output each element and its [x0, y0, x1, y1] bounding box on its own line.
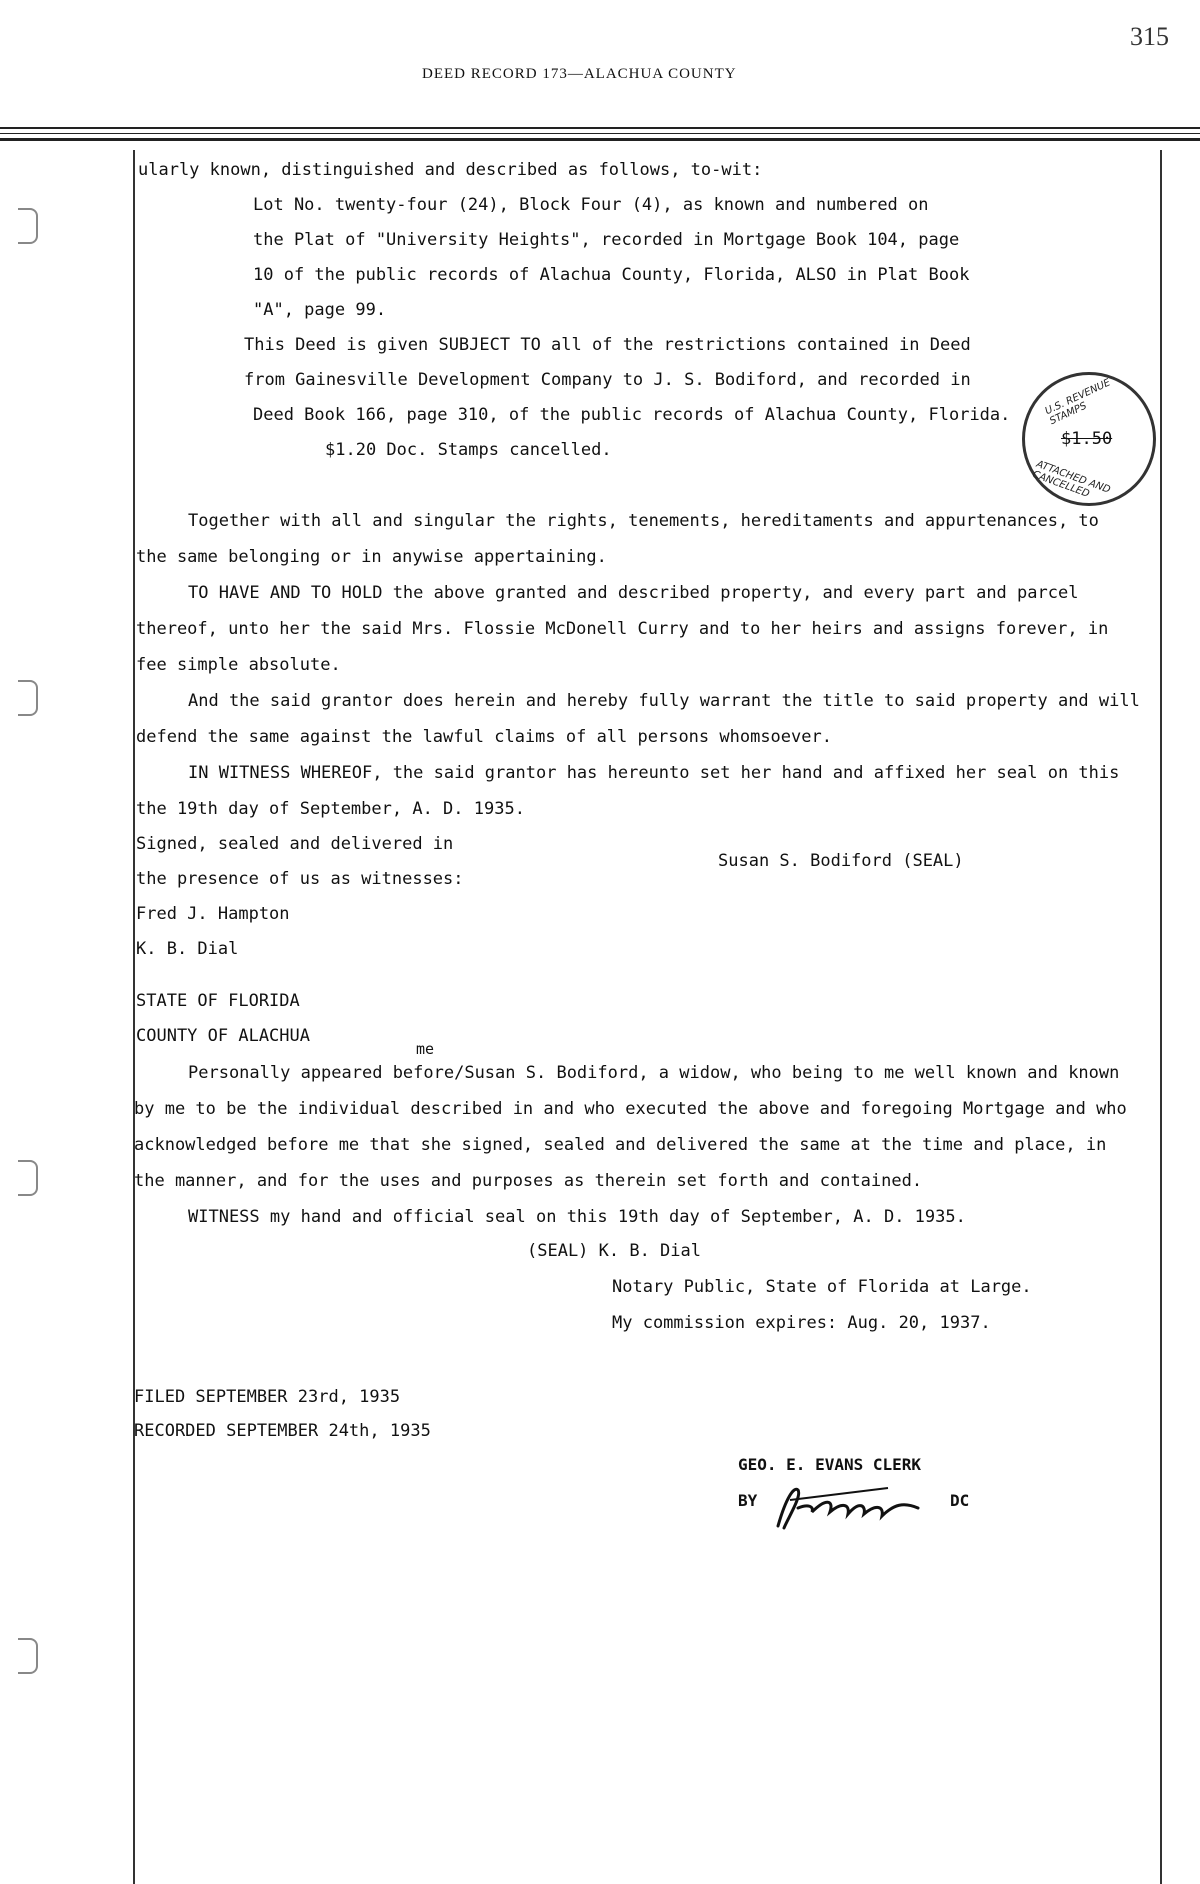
text-line: Together with all and singular the rights, tenements, hereditaments and appurtenances, to	[188, 511, 1099, 531]
text-line: the 19th day of September, A. D. 1935.	[136, 799, 525, 819]
text-line: 10 of the public records of Alachua County, Florida, ALSO in Plat Book	[253, 265, 970, 285]
deputy-clerk-signature	[768, 1478, 938, 1538]
right-margin-line	[1160, 150, 1162, 1884]
by-label: BY	[738, 1491, 758, 1510]
text-line: Lot No. twenty-four (24), Block Four (4), as known and numbered on	[253, 195, 929, 215]
text-line: ularly known, distinguished and described as follows, to-wit:	[138, 160, 763, 180]
state-heading: STATE OF FLORIDA	[136, 991, 300, 1011]
binder-hole	[18, 208, 38, 244]
text-line: fee simple absolute.	[136, 655, 341, 675]
text-line: "A", page 99.	[253, 300, 387, 320]
text-line: Deed Book 166, page 310, of the public records of Alachua County, Florida.	[253, 405, 1011, 425]
text-line: $1.20 Doc. Stamps cancelled.	[325, 440, 612, 460]
recorded-date: RECORDED SEPTEMBER 24th, 1935	[134, 1421, 431, 1441]
header-rule-bottom	[0, 138, 1200, 141]
text-line: And the said grantor does herein and hereby fully warrant the title to said property and will	[188, 691, 1140, 711]
commission-expiry: My commission expires: Aug. 20, 1937.	[612, 1313, 991, 1333]
text-line: Personally appeared before/Susan S. Bodiford, a widow, who being to me well known and known	[188, 1063, 1120, 1083]
text-line: defend the same against the lawful claims of all persons whomsoever.	[136, 727, 832, 747]
text-line: This Deed is given SUBJECT TO all of the restrictions contained in Deed	[244, 335, 971, 355]
text-line: TO HAVE AND TO HOLD the above granted and described property, and every part and parcel	[188, 583, 1079, 603]
binder-hole	[18, 1160, 38, 1196]
record-header: DEED RECORD 173—ALACHUA COUNTY	[422, 66, 737, 82]
dc-label: DC	[950, 1491, 970, 1510]
clerk-name: GEO. E. EVANS CLERK	[738, 1455, 922, 1474]
left-margin-line	[133, 150, 135, 1884]
text-line: thereof, unto her the said Mrs. Flossie McDonell Curry and to her heirs and assigns forever, in	[136, 619, 1109, 639]
grantor-signature: Susan S. Bodiford (SEAL)	[718, 851, 964, 871]
text-line: the presence of us as witnesses:	[136, 869, 464, 889]
stamp-top-text: U.S. REVENUE STAMPS	[1043, 377, 1113, 428]
notary-title: Notary Public, State of Florida at Large.	[612, 1277, 1032, 1297]
text-line: the Plat of "University Heights", recorded in Mortgage Book 104, page	[253, 230, 960, 250]
stamp-amount: $1.50	[1061, 429, 1113, 449]
binder-hole	[18, 1638, 38, 1674]
binder-hole	[18, 680, 38, 716]
header-rule-middle	[0, 133, 1200, 134]
text-line: by me to be the individual described in and who executed the above and foregoing Mortgage and who	[134, 1099, 1127, 1119]
text-line: Signed, sealed and delivered in	[136, 834, 454, 854]
text-line: the manner, and for the uses and purposes as therein set forth and contained.	[134, 1171, 923, 1191]
page-number: 315	[1130, 22, 1169, 51]
interlineation-me: me	[416, 1040, 435, 1058]
text-line: the same belonging or in anywise appertaining.	[136, 547, 607, 567]
witness-name: Fred J. Hampton	[136, 904, 290, 924]
text-line: IN WITNESS WHEREOF, the said grantor has hereunto set her hand and affixed her seal on this	[188, 763, 1120, 783]
notary-signature: (SEAL) K. B. Dial	[527, 1241, 701, 1261]
header-rule-top	[0, 127, 1200, 129]
stamp-bottom-text: ATTACHED AND CANCELLED	[1030, 458, 1112, 500]
revenue-stamp	[1022, 372, 1156, 506]
witness-name: K. B. Dial	[136, 939, 239, 959]
text-line: acknowledged before me that she signed, sealed and delivered the same at the time and place, in	[134, 1135, 1107, 1155]
county-heading: COUNTY OF ALACHUA	[136, 1026, 310, 1046]
text-line: from Gainesville Development Company to J. S. Bodiford, and recorded in	[244, 370, 971, 390]
text-line: WITNESS my hand and official seal on this 19th day of September, A. D. 1935.	[188, 1207, 966, 1227]
filed-date: FILED SEPTEMBER 23rd, 1935	[134, 1387, 401, 1407]
